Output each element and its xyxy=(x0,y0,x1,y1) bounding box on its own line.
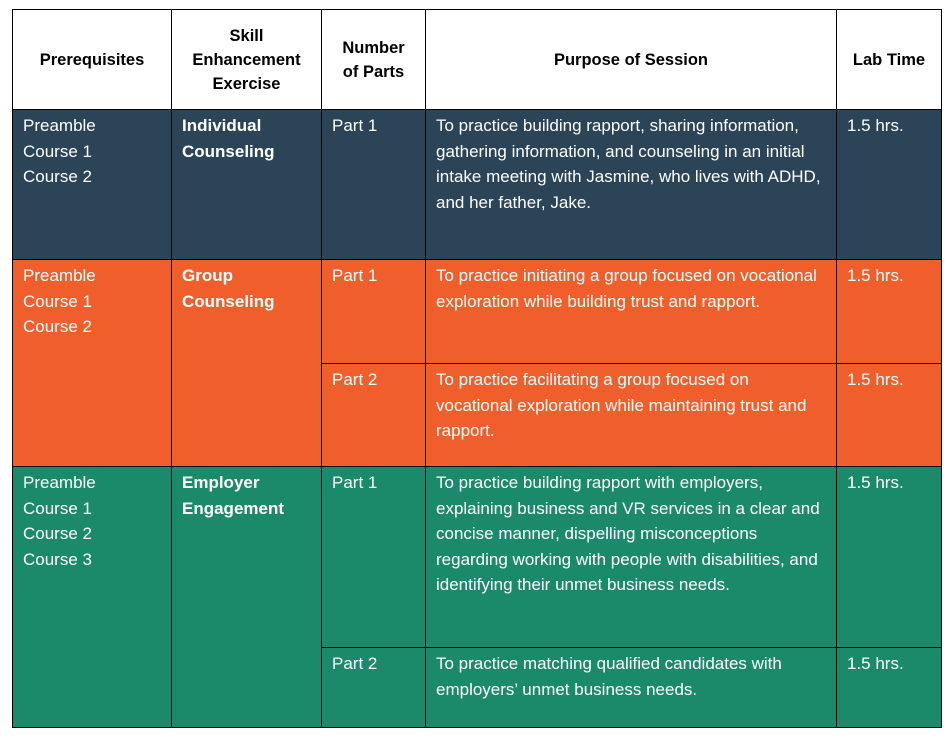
lab-time: 1.5 hrs. xyxy=(837,648,942,728)
lab-time: 1.5 hrs. xyxy=(837,467,942,648)
table-row-employer-engagement-part-1 xyxy=(13,467,942,648)
prerequisite-item: Preamble xyxy=(23,473,96,492)
prerequisites-cell xyxy=(13,467,172,728)
header-exercise: Skill Enhancement Exercise xyxy=(172,10,322,110)
table-row-group-counseling-part-1 xyxy=(13,260,942,364)
header-prerequisites: Prerequisites xyxy=(13,10,172,110)
exercise-name: Employer Engagement xyxy=(172,467,322,728)
part-label: Part 2 xyxy=(322,364,426,467)
part-label: Part 1 xyxy=(322,110,426,260)
prerequisite-item: Course 1 xyxy=(23,141,92,161)
prerequisite-item: Course 2 xyxy=(23,167,92,186)
lab-time: 1.5 hrs. xyxy=(837,110,942,260)
purpose-text: To practice initiating a group focused on vocational exploration while building trust and rapport. xyxy=(426,260,837,364)
part-label: Part 1 xyxy=(322,467,426,648)
prerequisite-item: Course 2 xyxy=(23,317,92,336)
header-purpose: Purpose of Session xyxy=(426,10,837,110)
part-label: Part 2 xyxy=(322,648,426,728)
prerequisite-item: Course 2 xyxy=(23,524,92,543)
prerequisites-cell xyxy=(13,110,172,260)
lab-time: 1.5 hrs. xyxy=(837,260,942,364)
prerequisite-item: Preamble xyxy=(23,266,96,285)
part-label: Part 1 xyxy=(322,260,426,364)
prerequisite-item: Course 1 xyxy=(23,498,92,518)
exercise-name: Group Counseling xyxy=(172,260,322,467)
prerequisite-item: Course 1 xyxy=(23,291,92,311)
header-lab-time: Lab Time xyxy=(837,10,942,110)
prerequisites-cell xyxy=(13,260,172,467)
purpose-text: To practice building rapport, sharing information, gathering information, and counseling in an initial intake meeting with Jasmine, who lives with ADHD, and her father, Jake. xyxy=(426,110,837,260)
header-number-of-parts: Number of Parts xyxy=(322,10,426,110)
prerequisite-item: Course 3 xyxy=(23,549,92,569)
purpose-text: To practice building rapport with employers, explaining business and VR services in a clear and concise manner, dispelling misconceptions regarding working with people with disabilities, and identifying their unmet business needs. xyxy=(426,467,837,648)
purpose-text: To practice facilitating a group focused on vocational exploration while maintaining trust and rapport. xyxy=(426,364,837,467)
purpose-text: To practice matching qualified candidates with employers’ unmet business needs. xyxy=(426,648,837,728)
exercise-name: Individual Counseling xyxy=(172,110,322,260)
skill-enhancement-schedule-table xyxy=(12,9,942,728)
table-row-individual-counseling xyxy=(13,110,942,260)
prerequisite-item: Preamble xyxy=(23,116,96,135)
header-row xyxy=(13,10,942,110)
lab-time: 1.5 hrs. xyxy=(837,364,942,467)
